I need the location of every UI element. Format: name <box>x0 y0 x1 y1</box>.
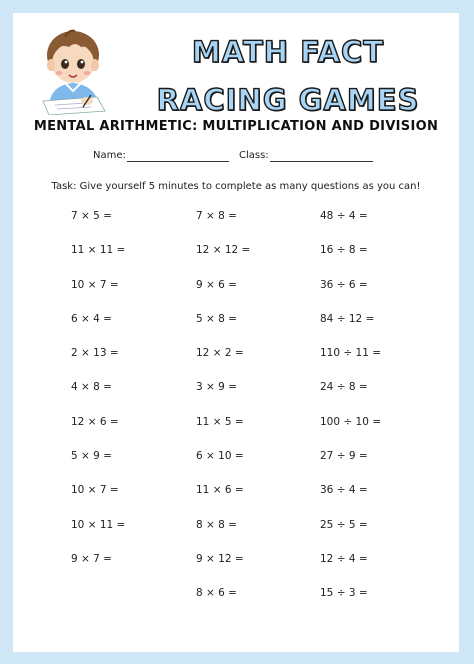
question: 9 × 12 = <box>196 552 244 565</box>
question-column-3 <box>320 210 381 622</box>
question: 15 ÷ 3 = <box>320 587 368 600</box>
question: 8 × 8 = <box>196 518 237 531</box>
question: 12 × 12 = <box>196 244 251 257</box>
question: 10 × 7 = <box>71 484 119 497</box>
question: 9 × 7 = <box>71 552 112 565</box>
task-instructions: Task: Give yourself 5 minutes to complete as many questions as you can! <box>51 181 421 192</box>
question: 11 × 5 = <box>196 415 244 428</box>
question-column-1 <box>71 210 125 587</box>
question: 36 ÷ 4 = <box>320 484 368 497</box>
class-label: Class: <box>239 150 269 161</box>
question: 11 × 6 = <box>196 484 244 497</box>
title-line-1: MATH FACT <box>191 35 385 69</box>
question: 11 × 11 = <box>71 244 126 257</box>
name-label: Name: <box>93 150 126 161</box>
question: 36 ÷ 6 = <box>320 278 368 291</box>
question: 12 × 6 = <box>71 415 119 428</box>
question: 16 ÷ 8 = <box>320 244 368 257</box>
worksheet-subtitle: MENTAL ARITHMETIC: MULTIPLICATION AND DIVISION <box>33 119 439 134</box>
class-field[interactable] <box>270 150 373 162</box>
worksheet <box>13 13 459 652</box>
question: 3 × 9 = <box>196 381 237 394</box>
question: 48 ÷ 4 = <box>320 210 368 222</box>
question-column-2 <box>196 210 250 622</box>
question: 4 × 8 = <box>71 381 112 394</box>
question: 7 × 8 = <box>196 210 237 222</box>
question: 100 ÷ 10 = <box>320 415 382 428</box>
question: 27 ÷ 9 = <box>320 450 368 463</box>
question: 84 ÷ 12 = <box>320 312 375 325</box>
question: 6 × 4 = <box>71 312 112 325</box>
question: 10 × 7 = <box>71 278 119 291</box>
question: 7 × 5 = <box>71 210 112 222</box>
name-field[interactable] <box>127 150 229 162</box>
question: 5 × 8 = <box>196 312 237 325</box>
question: 12 ÷ 4 = <box>320 552 368 565</box>
title-line-2: RACING GAMES <box>156 83 420 117</box>
question: 12 × 2 = <box>196 347 244 360</box>
boy-writing-illustration <box>35 25 113 115</box>
question: 2 × 13 = <box>71 347 119 360</box>
question: 110 ÷ 11 = <box>320 347 382 360</box>
question: 5 × 9 = <box>71 450 112 463</box>
question: 9 × 6 = <box>196 278 237 291</box>
question: 6 × 10 = <box>196 450 244 463</box>
question: 10 × 11 = <box>71 518 126 531</box>
question: 25 ÷ 5 = <box>320 518 368 531</box>
question: 8 × 6 = <box>196 587 237 600</box>
question: 24 ÷ 8 = <box>320 381 368 394</box>
